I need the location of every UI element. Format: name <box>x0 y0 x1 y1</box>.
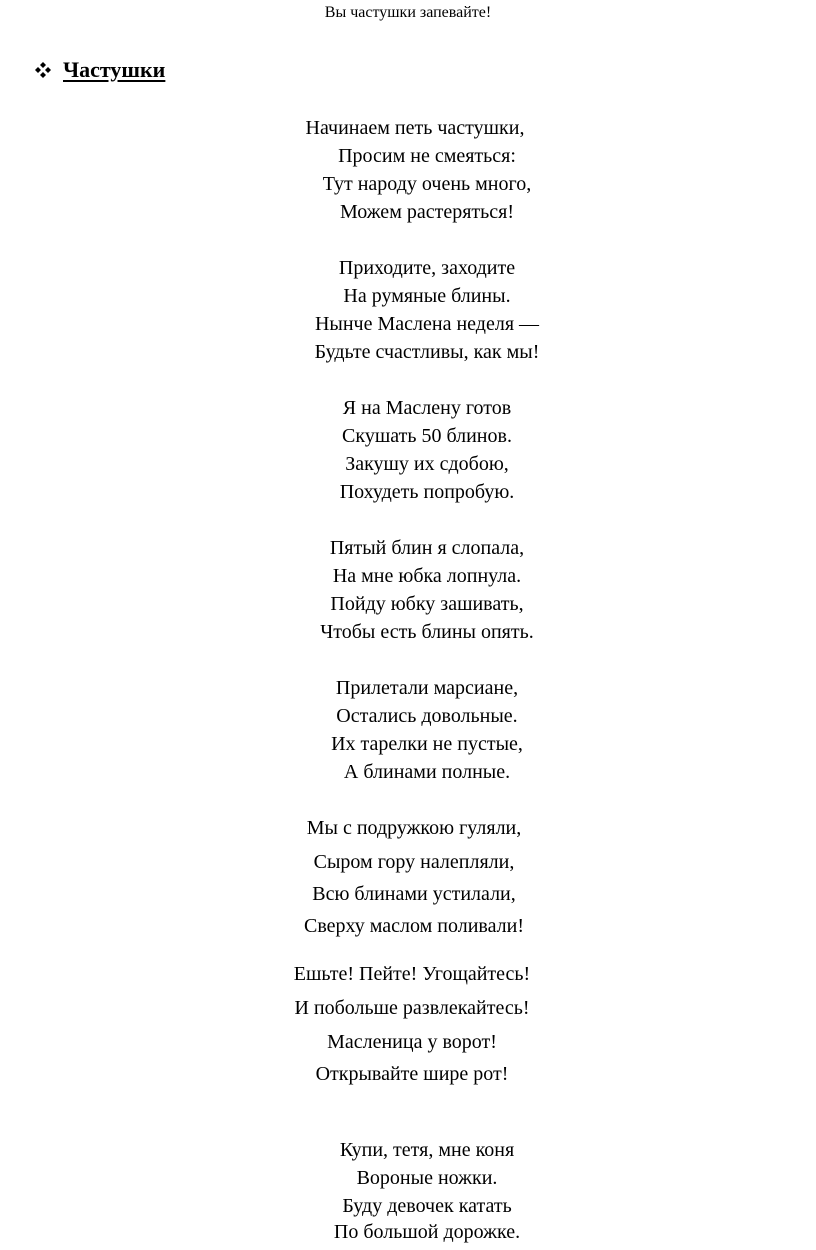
poem-line: На румяные блины. <box>343 285 511 307</box>
poem-line: На мне юбка лопнула. <box>332 565 522 587</box>
poem-line: Буду девочек катать <box>342 1195 512 1217</box>
poem-line: Похудеть попробую. <box>339 481 515 503</box>
poem-line: Скушать 50 блинов. <box>342 425 512 447</box>
poem-line: По большой дорожке. <box>333 1221 521 1243</box>
poem-line: Вороные ножки. <box>356 1167 498 1189</box>
poem-line: Чтобы есть блины опять. <box>320 621 534 643</box>
poem-line: Приходите, заходите <box>338 257 516 279</box>
poem-line: Ешьте! Пейте! Угощайтесь! <box>293 963 531 985</box>
poem-line: Я на Маслену готов <box>342 397 512 419</box>
poem-line: Пойду юбку зашивать, <box>330 593 524 615</box>
poem-line: Их тарелки не пустые, <box>331 733 523 755</box>
poem-line: Остались довольные. <box>336 705 518 727</box>
poem-line: Просим не смеяться: <box>338 145 516 167</box>
poem-line: Нынче Маслена неделя — <box>314 313 540 335</box>
poem-line: Закушу их сдобою, <box>345 453 509 475</box>
poem-line: Можем растеряться! <box>339 201 515 223</box>
poem-line: Сверху маслом поливали! <box>303 915 524 937</box>
section-heading <box>35 56 165 84</box>
poem-line: Мы с подружкою гуляли, <box>306 817 522 839</box>
poem-line: Открывайте шире рот! <box>315 1063 509 1085</box>
poem-line: И побольше развлекайтесь! <box>294 997 530 1019</box>
poem-line: Тут народу очень много, <box>322 173 532 195</box>
four-diamond-icon <box>35 62 51 78</box>
poem-line: Сыром гору налепляли, <box>313 851 515 873</box>
poem-line: Начинаем петь частушки, <box>305 117 525 139</box>
poem-line: Будьте счастливы, как мы! <box>314 341 540 363</box>
poem-line: Пятый блин я слопала, <box>329 537 525 559</box>
poem-line: А блинами полные. <box>343 761 511 783</box>
page-top-text: Вы частушки запевайте! <box>324 4 492 21</box>
poem-line: Купи, тетя, мне коня <box>339 1139 515 1161</box>
poem-line: Всю блинами устилали, <box>312 883 516 905</box>
section-title: Частушки <box>63 57 166 82</box>
poem-line: Прилетали марсиане, <box>335 677 519 699</box>
poem-line: Масленица у ворот! <box>327 1031 497 1053</box>
